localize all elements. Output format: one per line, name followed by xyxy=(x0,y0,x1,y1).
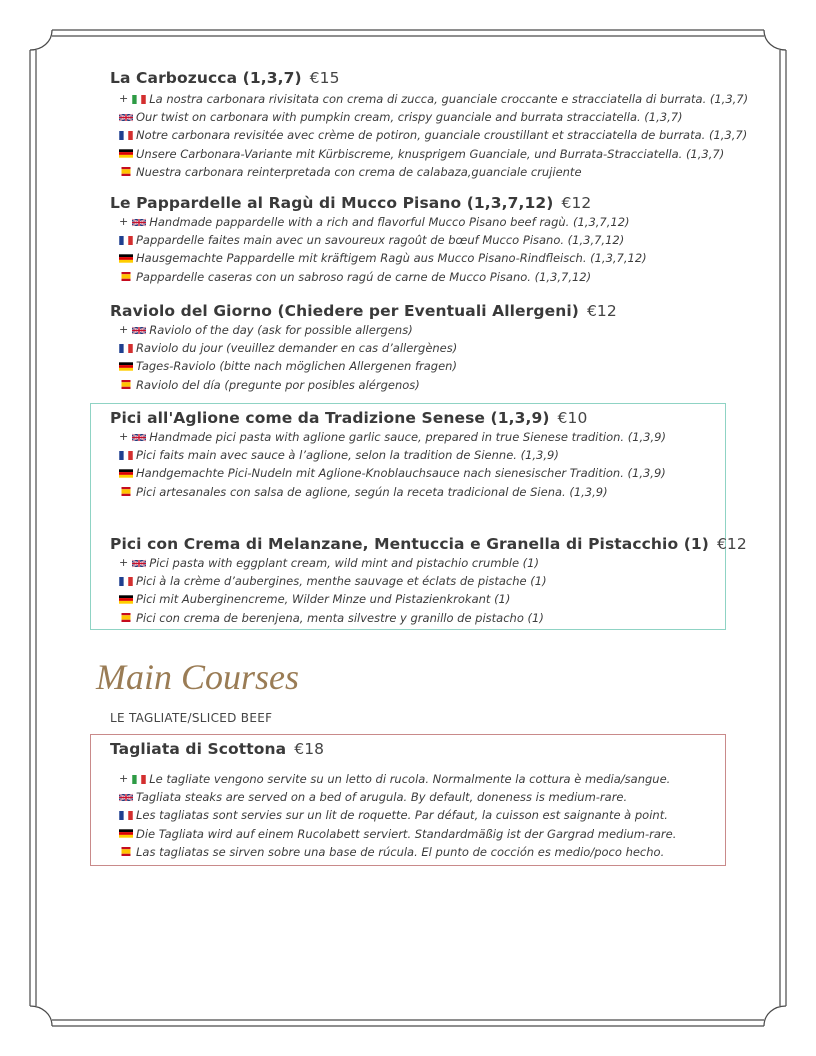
description-line: Hausgemachte Pappardelle mit kräftigem Ragù aus Mucco Pisano-Rindfleisch. (1,3,7,12) xyxy=(119,249,647,267)
description-line: Las tagliatas se sirven sobre una base de rúcula. El punto de cocción es medio/poco hecho. xyxy=(119,843,676,861)
dish-name: Pici con Crema di Melanzane, Mentuccia e Granella di Pistacchio (1) xyxy=(110,535,709,553)
description-line: Tagliata steaks are served on a bed of arugula. By default, doneness is medium-rare. xyxy=(119,788,676,806)
dish-name: Tagliata di Scottona xyxy=(110,740,287,758)
uk-flag-icon xyxy=(132,433,146,442)
description-line: Pici artesanales con salsa de aglione, según la receta tradicional de Siena. (1,3,9) xyxy=(119,483,666,501)
dish-price: €10 xyxy=(557,409,588,427)
france-flag-icon xyxy=(119,577,133,586)
dish-pici-melanzane xyxy=(110,535,747,627)
dish-pici-aglione xyxy=(110,409,666,501)
uk-flag-icon xyxy=(132,218,146,227)
dish-name: Raviolo del Giorno (Chiedere per Eventuali Allergeni) xyxy=(110,302,579,320)
dish-la-carbozucca xyxy=(110,69,748,181)
france-flag-icon xyxy=(119,811,133,820)
description-line: Raviolo du jour (veuillez demander en cas d’allergènes) xyxy=(119,339,617,357)
italy-flag-icon xyxy=(132,95,146,104)
description-line: Unsere Carbonara-Variante mit Kürbiscreme, knusprigem Guanciale, und Burrata-Stracciatella. (1,3,7) xyxy=(119,145,748,163)
description-line: + Pici pasta with eggplant cream, wild mint and pistachio crumble (1) xyxy=(119,556,539,570)
description-line: Our twist on carbonara with pumpkin cream, crispy guanciale and burrata stracciatella. (1,3,7) xyxy=(119,108,748,126)
germany-flag-icon xyxy=(119,595,133,604)
description-line: Nuestra carbonara reinterpretada con crema de calabaza,guanciale crujiente xyxy=(119,163,748,181)
uk-flag-icon xyxy=(132,559,146,568)
dish-price: €15 xyxy=(309,69,340,87)
dish-name: La Carbozucca (1,3,7) xyxy=(110,69,302,87)
dish-name: Pici all'Aglione come da Tradizione Senese (1,3,9) xyxy=(110,409,550,427)
spain-flag-icon xyxy=(119,167,133,176)
germany-flag-icon xyxy=(119,254,133,263)
description-line: Pici à la crème d’aubergines, menthe sauvage et éclats de pistache (1) xyxy=(119,572,747,590)
description-line: + Raviolo of the day (ask for possible allergens) xyxy=(119,323,413,337)
france-flag-icon xyxy=(119,236,133,245)
germany-flag-icon xyxy=(119,469,133,478)
description-line: Raviolo del día (pregunte por posibles alérgenos) xyxy=(119,376,617,394)
description-line: Pici con crema de berenjena, menta silvestre y granillo de pistacho (1) xyxy=(119,609,747,627)
dish-name: Le Pappardelle al Ragù di Mucco Pisano (1,3,7,12) xyxy=(110,194,554,212)
description-line: Pici mit Auberginencreme, Wilder Minze und Pistazienkrokant (1) xyxy=(119,590,747,608)
description-line: Les tagliatas sont servies sur un lit de roquette. Par défaut, la cuisson est saignante à point. xyxy=(119,806,676,824)
uk-flag-icon xyxy=(119,113,133,122)
description-line: Handgemachte Pici-Nudeln mit Aglione-Knoblauchsauce nach sienesischer Tradition. (1,3,9) xyxy=(119,464,666,482)
description-line: Die Tagliata wird auf einem Rucolabett serviert. Standardmäßig ist der Gargrad medium-rare. xyxy=(119,825,676,843)
spain-flag-icon xyxy=(119,487,133,496)
description-line: + Le tagliate vengono servite su un letto di rucola. Normalmente la cottura è media/sangue. xyxy=(119,772,671,786)
dish-raviolo-del-giorno xyxy=(110,302,617,394)
germany-flag-icon xyxy=(119,362,133,371)
dish-price: €12 xyxy=(586,302,617,320)
france-flag-icon xyxy=(119,344,133,353)
uk-flag-icon xyxy=(119,793,133,802)
dish-price: €12 xyxy=(716,535,747,553)
france-flag-icon xyxy=(119,131,133,140)
spain-flag-icon xyxy=(119,847,133,856)
description-line: + La nostra carbonara rivisitata con crema di zucca, guanciale croccante e stracciatella di burrata. (1,3,7) xyxy=(119,92,749,106)
italy-flag-icon xyxy=(132,775,146,784)
description-line: Pappardelle faites main avec un savoureux ragoût de bœuf Mucco Pisano. (1,3,7,12) xyxy=(119,231,647,249)
spain-flag-icon xyxy=(119,272,133,281)
dish-price: €18 xyxy=(294,740,325,758)
france-flag-icon xyxy=(119,451,133,460)
dish-tagliata-di-scottona xyxy=(110,740,676,861)
spain-flag-icon xyxy=(119,613,133,622)
description-line: Tages-Raviolo (bitte nach möglichen Allergenen fragen) xyxy=(119,357,617,375)
uk-flag-icon xyxy=(132,326,146,335)
description-line: Pici faits main avec sauce à l’aglione, selon la tradition de Sienne. (1,3,9) xyxy=(119,446,666,464)
dish-price: €12 xyxy=(561,194,592,212)
subheading-tagliate: LE TAGLIATE/SLICED BEEF xyxy=(110,711,273,725)
description-line: Notre carbonara revisitée avec crème de potiron, guanciale croustillant et stracciatella de burrata. (1,3,7) xyxy=(119,126,748,144)
germany-flag-icon xyxy=(119,149,133,158)
description-line: + Handmade pappardelle with a rich and flavorful Mucco Pisano beef ragù. (1,3,7,12) xyxy=(119,215,630,229)
description-line: Pappardelle caseras con un sabroso ragú de carne de Mucco Pisano. (1,3,7,12) xyxy=(119,268,647,286)
description-line: + Handmade pici pasta with aglione garlic sauce, prepared in true Sienese tradition. (1,3,9) xyxy=(119,430,666,444)
dish-pappardelle xyxy=(110,194,647,286)
section-title-main-courses: Main Courses xyxy=(96,657,300,697)
spain-flag-icon xyxy=(119,380,133,389)
germany-flag-icon xyxy=(119,829,133,838)
